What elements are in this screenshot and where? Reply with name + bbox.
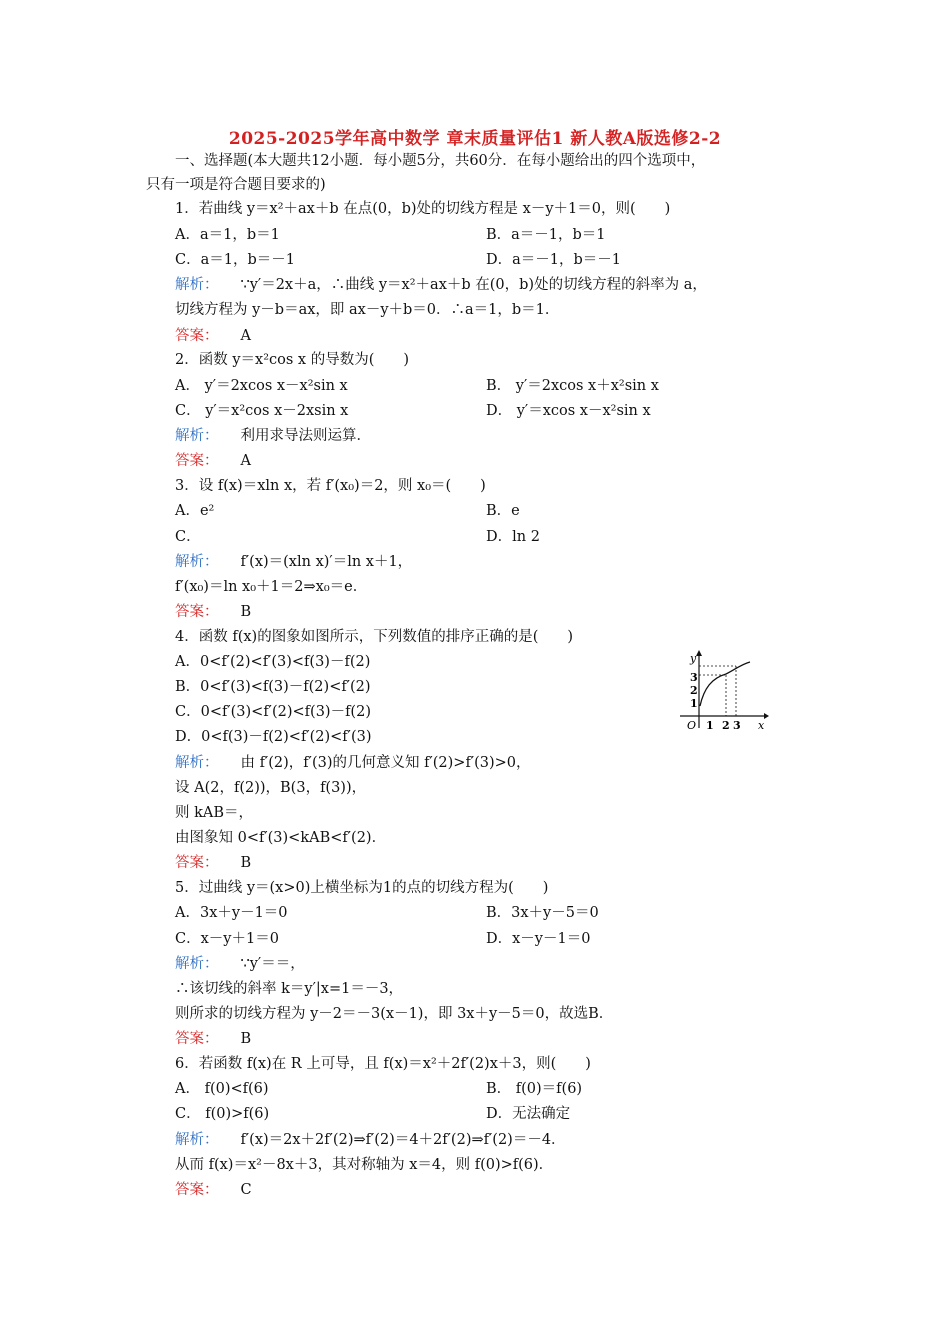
section-intro-line2: 只有一项是符合题目要求的) bbox=[146, 177, 326, 193]
q4-option-b: B．0<f′(3)<f(3)－f(2)<f′(2) bbox=[175, 679, 371, 695]
q5-analysis-line2: ∴该切线的斜率 k＝y′|x=1＝－3， bbox=[175, 981, 404, 997]
q2-answer bbox=[175, 451, 251, 471]
q6-option-b: B． f(0)＝f(6) bbox=[486, 1081, 583, 1097]
answer-label: 答案： bbox=[175, 1031, 219, 1047]
q2-answer-value: A bbox=[240, 453, 251, 469]
q1-option-c: C．a＝1，b＝－1 bbox=[175, 252, 295, 268]
graph-x-label: x bbox=[758, 719, 765, 732]
q2-analysis-text: 利用求导法则运算． bbox=[240, 428, 371, 444]
graph-x-tick-3: 3 bbox=[733, 719, 741, 732]
analysis-label: 解析： bbox=[175, 755, 219, 771]
graph-x-tick-1: 1 bbox=[706, 719, 714, 732]
q1-analysis-text: ∵y′＝2x＋a，∴曲线 y＝x²＋ax＋b 在(0，b)处的切线方程的斜率为 a， bbox=[240, 277, 707, 293]
q4-analysis-line3: 则 kAB＝， bbox=[175, 805, 254, 821]
q5-analysis bbox=[175, 954, 305, 974]
q2-option-d: D． y′＝xcos x－x²sin x bbox=[486, 403, 651, 419]
q4-option-a: A．0<f′(2)<f′(3)<f(3)－f(2) bbox=[175, 654, 371, 670]
graph-y-arrow bbox=[696, 650, 702, 656]
q2-option-b: B． y′＝2xcos x＋x²sin x bbox=[486, 378, 659, 394]
q3-option-a: A．e² bbox=[175, 503, 215, 519]
q3-analysis-line2: f′(x₀)＝ln x₀＋1＝2⇒x₀＝e． bbox=[175, 579, 368, 595]
q5-stem: 5．过曲线 y＝(x>0)上横坐标为1的点的切线方程为( ) bbox=[175, 880, 549, 896]
q3-answer bbox=[175, 602, 251, 622]
analysis-label: 解析： bbox=[175, 554, 219, 570]
q4-answer bbox=[175, 853, 251, 873]
answer-label: 答案： bbox=[175, 1182, 219, 1198]
graph-x-tick-2: 2 bbox=[722, 719, 730, 732]
graph-x-arrow bbox=[764, 713, 769, 719]
graph-y-label: y bbox=[690, 652, 697, 665]
answer-label: 答案： bbox=[175, 855, 219, 871]
q6-analysis-line2: 从而 f(x)＝x²－8x＋3，其对称轴为 x＝4，则 f(0)>f(6)． bbox=[175, 1157, 554, 1173]
q4-analysis-text: 由 f′(2)，f′(3)的几何意义知 f′(2)>f′(3)>0， bbox=[240, 755, 531, 771]
q3-option-b: B．e bbox=[486, 503, 520, 519]
q1-option-d: D．a＝－1，b＝－1 bbox=[486, 252, 622, 268]
q5-answer bbox=[175, 1029, 251, 1049]
q6-option-c: C． f(0)>f(6) bbox=[175, 1106, 270, 1122]
analysis-label: 解析： bbox=[175, 428, 219, 444]
q3-option-d: D．ln 2 bbox=[486, 529, 540, 545]
section-intro-line1: 一、选择题(本大题共12小题．每小题5分，共60分．在每小题给出的四个选项中， bbox=[175, 153, 706, 169]
q1-option-a: A．a＝1，b＝1 bbox=[175, 227, 280, 243]
q6-answer-value: C bbox=[240, 1182, 252, 1198]
graph-y-tick-1: 1 bbox=[690, 697, 698, 710]
q3-analysis bbox=[175, 552, 412, 572]
graph-curve bbox=[700, 662, 750, 706]
answer-label: 答案： bbox=[175, 604, 219, 620]
q3-stem: 3．设 f(x)＝xln x，若 f′(x₀)＝2，则 x₀＝( ) bbox=[175, 478, 486, 494]
q6-analysis bbox=[175, 1130, 566, 1150]
graph-origin-label: O bbox=[687, 719, 697, 732]
q6-option-d: D．无法确定 bbox=[486, 1106, 571, 1122]
graph-y-tick-2: 2 bbox=[690, 684, 698, 697]
q4-analysis bbox=[175, 753, 531, 773]
analysis-label: 解析： bbox=[175, 1132, 219, 1148]
q4-option-c: C．0<f′(3)<f′(2)<f(3)－f(2) bbox=[175, 704, 371, 720]
q6-answer bbox=[175, 1180, 252, 1200]
q1-analysis-line2: 切线方程为 y－b＝ax，即 ax－y＋b＝0．∴a＝1，b＝1． bbox=[175, 302, 560, 318]
answer-label: 答案： bbox=[175, 453, 219, 469]
q1-analysis bbox=[175, 275, 707, 295]
q1-answer-value: A bbox=[240, 328, 251, 344]
q6-analysis-text: f′(x)＝2x＋2f′(2)⇒f′(2)＝4＋2f′(2)⇒f′(2)＝－4． bbox=[240, 1132, 566, 1148]
q5-answer-value: B bbox=[240, 1031, 252, 1047]
q1-option-b: B．a＝－1，b＝1 bbox=[486, 227, 606, 243]
document-title: 2025-2025学年高中数学 章末质量评估1 新人教A版选修2-2 bbox=[228, 129, 722, 149]
answer-label: 答案： bbox=[175, 328, 219, 344]
q4-analysis-line4: 由图象知 0<f′(3)<kAB<f′(2)． bbox=[175, 830, 387, 846]
graph-y-tick-3: 3 bbox=[690, 671, 698, 684]
q5-analysis-text: ∵y′＝＝， bbox=[240, 956, 305, 972]
analysis-label: 解析： bbox=[175, 956, 219, 972]
q3-analysis-text: f′(x)＝(xln x)′＝ln x＋1， bbox=[240, 554, 413, 570]
q4-analysis-line2: 设 A(2，f(2))，B(3，f(3))， bbox=[175, 780, 367, 796]
q5-option-a: A．3x＋y－1＝0 bbox=[175, 905, 288, 921]
q4-function-graph bbox=[670, 648, 770, 732]
q6-option-a: A． f(0)<f(6) bbox=[175, 1081, 269, 1097]
q4-option-d: D．0<f(3)－f(2)<f′(2)<f′(3) bbox=[175, 729, 372, 745]
q6-stem: 6．若函数 f(x)在 R 上可导，且 f(x)＝x²＋2f′(2)x＋3，则( ) bbox=[175, 1056, 591, 1072]
analysis-label: 解析： bbox=[175, 277, 219, 293]
q1-stem: 1．若曲线 y＝x²＋ax＋b 在点(0，b)处的切线方程是 x－y＋1＝0，则( ) bbox=[175, 201, 671, 217]
q4-stem: 4．函数 f(x)的图象如图所示，下列数值的排序正确的是( ) bbox=[175, 629, 574, 645]
q4-answer-value: B bbox=[240, 855, 252, 871]
q2-option-a: A． y′＝2xcos x－x²sin x bbox=[175, 378, 348, 394]
q5-analysis-line3: 则所求的切线方程为 y－2＝－3(x－1)，即 3x＋y－5＝0，故选B． bbox=[175, 1006, 614, 1022]
q5-option-d: D．x－y－1＝0 bbox=[486, 931, 591, 947]
q2-option-c: C． y′＝x²cos x－2xsin x bbox=[175, 403, 349, 419]
q5-option-c: C．x－y＋1＝0 bbox=[175, 931, 279, 947]
q2-analysis bbox=[175, 426, 371, 446]
q1-answer bbox=[175, 326, 251, 346]
q5-option-b: B．3x＋y－5＝0 bbox=[486, 905, 599, 921]
q3-answer-value: B bbox=[240, 604, 252, 620]
q2-stem: 2．函数 y＝x²cos x 的导数为( ) bbox=[175, 352, 410, 368]
q3-option-c: C． bbox=[175, 529, 201, 545]
